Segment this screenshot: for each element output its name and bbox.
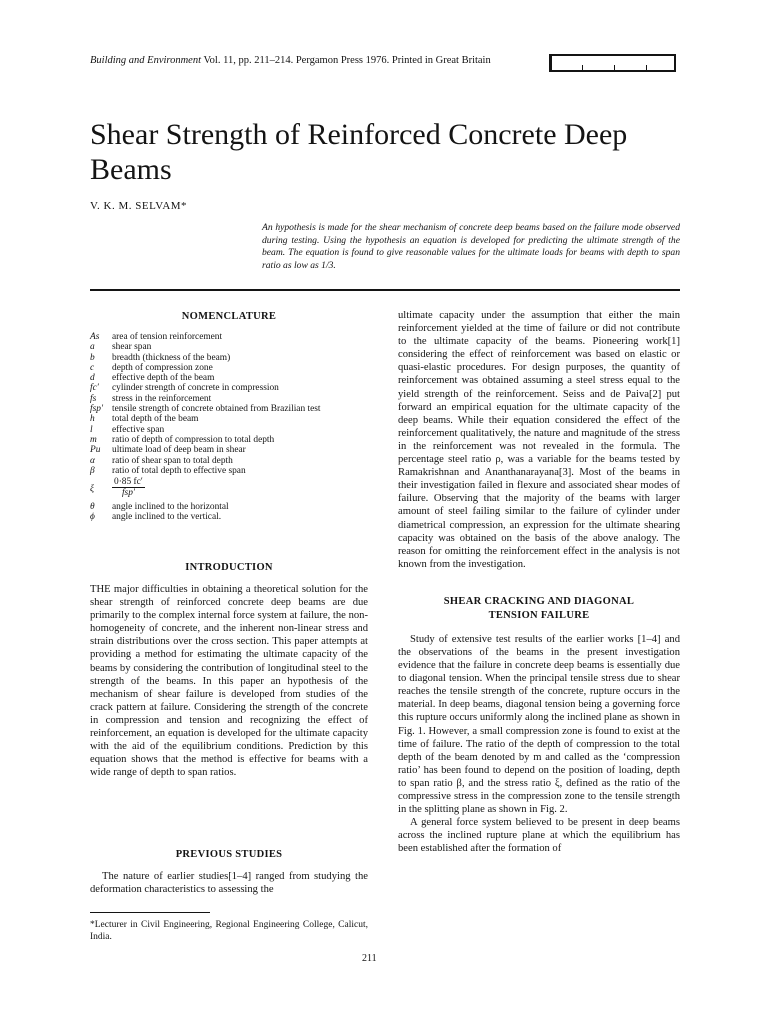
paper-title: Shear Strength of Reinforced Concrete Deep Beams <box>90 118 628 186</box>
nomenclature-symbol: b <box>90 352 95 363</box>
nomenclature-definition: depth of compression zone <box>112 362 213 373</box>
nomenclature-symbol: θ <box>90 502 95 513</box>
nomenclature-items-after <box>90 502 390 523</box>
journal-name: Building and Environment <box>90 55 202 66</box>
right-paragraph-3: A general force system believed to be present in deep beams across the inclined rupture plane at which the equilibrium has been established after the formation of <box>398 817 680 855</box>
page-number: 211 <box>362 953 377 964</box>
nomenclature-definition: effective span <box>112 424 165 435</box>
right-paragraph-2: Study of extensive test results of the earlier works [1–4] and the observations of the beams in the present investigation evidence that the failure in concrete deep beams is essentially due to diagonal tension. When the principal tensile stress due to shear reaches the tensile strength of the concrete, rupture occurs in the material. In deep beams, diagonal tension being a governing force this rupture occurs uniformly along the inclined plane as shown in Fig. 1. However, a small compression zone is found to exist at the time of failure. The ratio of the depth of compression to the total depth of the beam denoted by m and called as the ‘compression ratio’ has been found to depend on the position of loading, depth to span ratio β, and the stress ratio ξ, defined as the ratio of the compressive stress in the compression zone to the tensile strength in the splitting plane as shown in Fig. 2. <box>398 633 680 816</box>
nomenclature-definition: stress in the reinforcement <box>112 393 212 404</box>
nomenclature-item <box>90 445 390 455</box>
nomenclature-symbol: fsp′ <box>90 404 103 415</box>
nomenclature-symbol: ϕ <box>90 512 95 523</box>
nomenclature-item <box>90 332 390 342</box>
nomenclature-definition: effective depth of the beam <box>112 373 215 384</box>
previous-studies-text: The nature of earlier studies[1–4] ranged from studying the deformation characteristics to assessing the <box>90 871 368 896</box>
nomenclature-item <box>90 435 390 445</box>
nomenclature-item <box>90 425 390 435</box>
nomenclature-symbol: β <box>90 465 95 476</box>
nomenclature-definition: cylinder strength of concrete in compression <box>112 383 279 394</box>
nomenclature-symbol: c <box>90 362 95 373</box>
nomenclature-symbol: Pu <box>90 445 101 456</box>
xi-denominator: fsp′ <box>121 488 135 499</box>
nomenclature-heading: NOMENCLATURE <box>181 311 277 322</box>
introduction-text <box>90 583 368 779</box>
introduction-section <box>90 562 368 779</box>
journal-citation: Vol. 11, pp. 211–214. Pergamon Press 1976. Printed in Great Britain <box>203 55 491 66</box>
nomenclature-item <box>90 363 390 373</box>
stamp-box <box>549 54 676 72</box>
author: V. K. M. SELVAM* <box>90 200 188 212</box>
nomenclature-symbol: fs <box>90 393 97 404</box>
nomenclature-symbol: m <box>90 434 97 445</box>
nomenclature-definition: breadth (thickness of the beam) <box>112 352 231 363</box>
nomenclature-symbol: a <box>90 342 95 353</box>
nomenclature-item <box>90 512 390 522</box>
nomenclature-item <box>90 404 390 414</box>
shear-cracking-heading-line2: TENSION FAILURE <box>488 609 590 621</box>
nomenclature-xi-row <box>90 477 390 501</box>
nomenclature-definition: ratio of total depth to effective span <box>112 465 246 476</box>
introduction-body: major difficulties in obtaining a theoretical solution for the shear strength of reinforced concrete deep beams are due primarily to the complex internal force system at failure, the non-homogeneity of concrete, and the inherent non-linear stress and strain distributions over the cross section. This paper attempts at providing a method for estimating the ultimate capacity of the beams by considering the contribution of longitudinal steel to the strength of the beams. In this paper an hypothesis of the mechanism of shear failure is developed from studies of the crack pattern at failure. Considering the strength of the concrete in compression and tension and recognizing the effect of reinforcement, an equation is developed for the ultimate capacity with the aid of the equilibrium conditions. Prediction by this equation shows that the method is effective for beams with a wide range of depth to span ratios. <box>90 584 368 779</box>
previous-studies-heading: PREVIOUS STUDIES <box>175 849 283 860</box>
nomenclature-definition: ultimate load of deep beam in shear <box>112 445 246 456</box>
nomenclature-item <box>90 383 390 393</box>
footnote-rule <box>90 912 210 913</box>
nomenclature-symbol: h <box>90 414 95 425</box>
nomenclature-definition: ratio of shear span to total depth <box>112 455 233 466</box>
nomenclature-item <box>90 342 390 352</box>
nomenclature-list <box>90 332 390 523</box>
introduction-heading: INTRODUCTION <box>185 562 273 573</box>
nomenclature-heading-wrap <box>90 311 368 322</box>
nomenclature-definition: total depth of the beam <box>112 414 199 425</box>
nomenclature-symbol: d <box>90 373 95 384</box>
nomenclature-item <box>90 466 390 476</box>
nomenclature-item <box>90 394 390 404</box>
nomenclature-definition: area of tension reinforcement <box>112 332 223 342</box>
nomenclature-symbol: fc′ <box>90 383 99 394</box>
shear-cracking-heading <box>398 595 680 623</box>
xi-numerator: 0·85 fc′ <box>114 477 143 488</box>
previous-studies-section <box>90 849 368 896</box>
nomenclature-symbol: As <box>90 332 100 342</box>
nomenclature-definition: angle inclined to the horizontal <box>112 502 229 513</box>
journal-header <box>90 55 491 66</box>
nomenclature-item <box>90 353 390 363</box>
nomenclature-items <box>90 332 390 476</box>
nomenclature-definition: angle inclined to the vertical. <box>112 512 222 523</box>
nomenclature-definition: tensile strength of concrete obtained from Brazilian test <box>112 404 321 415</box>
nomenclature-definition: shear span <box>112 342 152 353</box>
right-column <box>398 309 680 855</box>
shear-cracking-heading-line1: SHEAR CRACKING AND DIAGONAL <box>443 595 635 607</box>
abstract: An hypothesis is made for the shear mechanism of concrete deep beams based on the failure mode observed during testing. Using the hypothesis an equation is developed for predicting the ultimate strength of the beam. The equation is found to give reasonable values for the ultimate loads for beams with depth to span ratio as low as 1/3. <box>262 222 680 271</box>
nomenclature-definition: ratio of depth of compression to total depth <box>112 434 275 445</box>
introduction-lead: THE <box>90 584 111 595</box>
nomenclature-item <box>90 456 390 466</box>
right-paragraph-1: ultimate capacity under the assumption that either the main reinforcement yielded at the time of failure or did not contribute to the ultimate capacity of the beams. Pioneering work[1] considering the effect of reinforcement was based on elastic or quasi-elastic procedures. For design purposes, the quantity of reinforcement was obtained assuming a steel stress equal to the yield strength of the reinforcement. Seiss and de Paiva[2] put forward an empirical equation for the ultimate capacity of the deep beams. While their equation considered the effect of the reinforcement qualitatively, the nature and magnitude of the stress in the reinforcement was not revealed in the formula. The percentage steel ratio ρ, was a variable for the beams tested by Ramakrishnan and Ananthanarayana[3]. Most of the beams in their investigation failed in flexure and associated shear modes of failure. Observing that the majority of the beams with larger amount of steel failing similar to the failure of cylinder under diametrical compression, an expression for the ultimate shearing capacity was obtained on the basis of the above analogy. The reason for omitting the reinforcement effect in the analysis is not known from the investigation. <box>398 310 680 570</box>
nomenclature-item <box>90 373 390 383</box>
nomenclature-symbol: l <box>90 424 93 435</box>
nomenclature-symbol: ξ <box>90 484 95 495</box>
title-rule <box>90 289 680 291</box>
nomenclature-item <box>90 502 390 512</box>
xi-fraction <box>112 477 145 501</box>
nomenclature-item <box>90 414 390 424</box>
nomenclature-symbol: α <box>90 455 95 466</box>
footnote: *Lecturer in Civil Engineering, Regional Engineering College, Calicut, India. <box>90 920 368 942</box>
